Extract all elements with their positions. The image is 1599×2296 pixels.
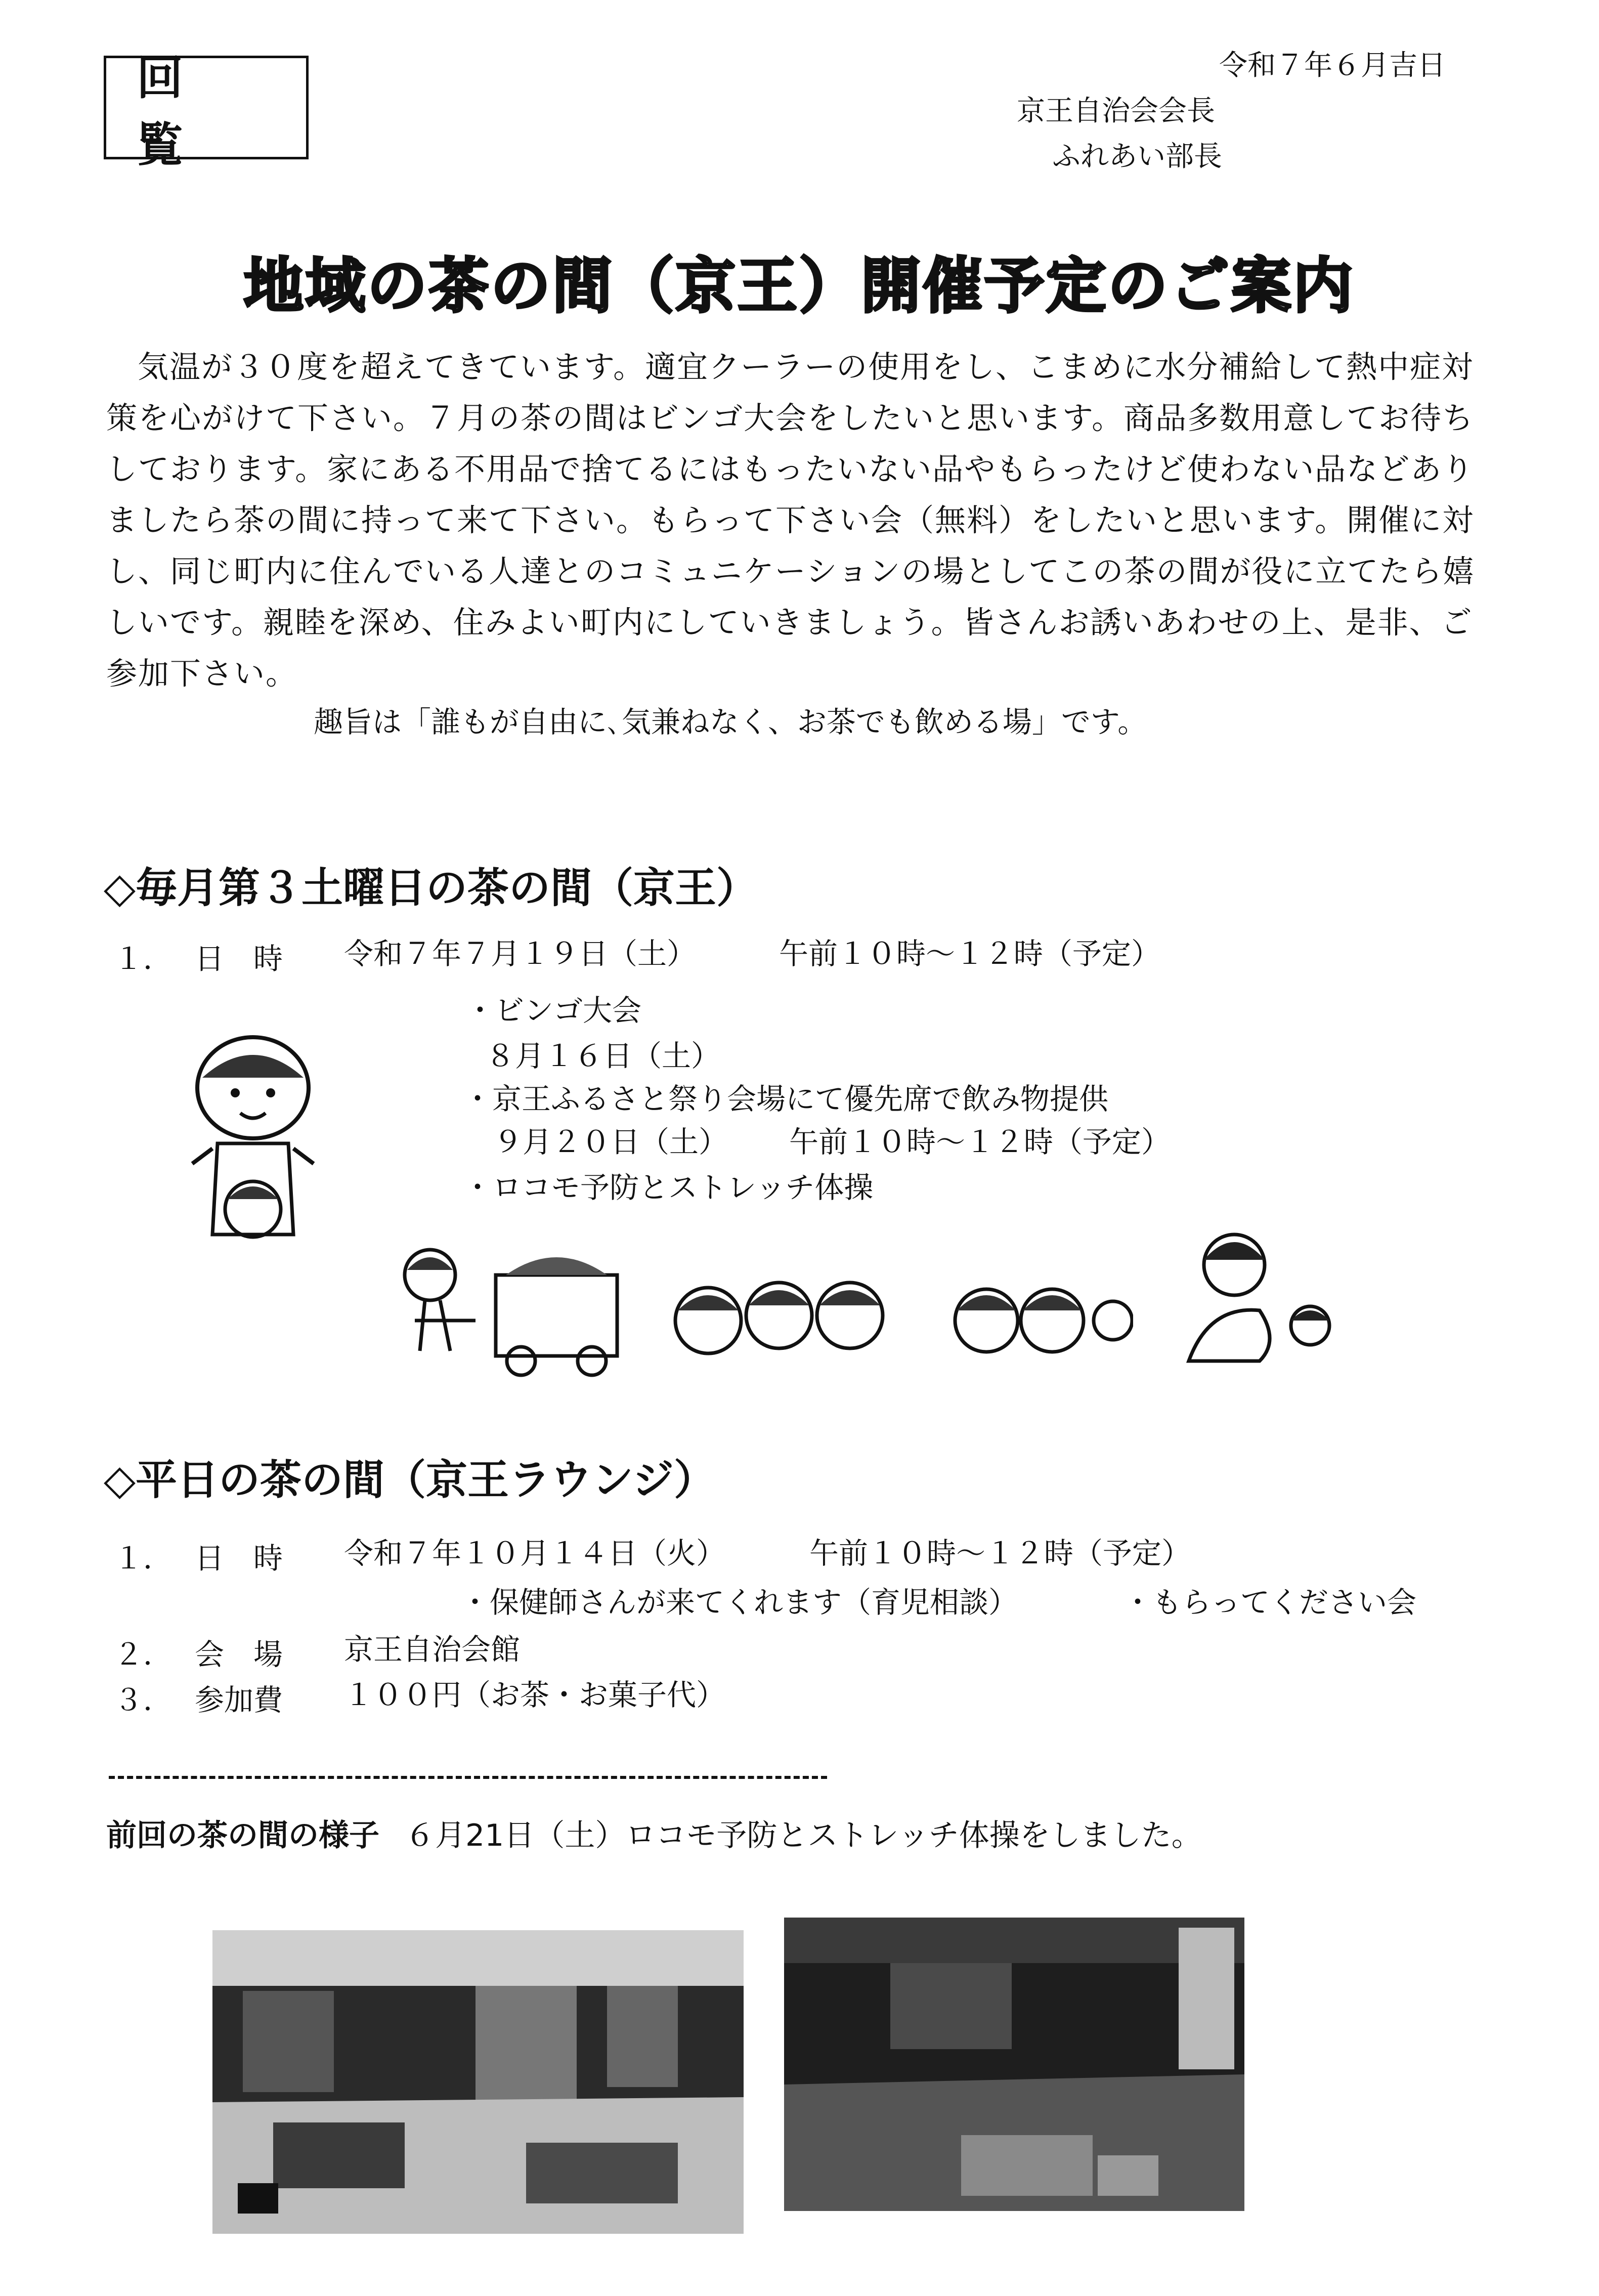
monthly-time-july: 午前１０時～１２時（予定） xyxy=(779,937,1161,971)
weekday-giveaway: ・もらってください会 xyxy=(1123,1585,1417,1620)
weekday-row3-num: ３． xyxy=(114,1683,173,1717)
previous-session-photo-left xyxy=(212,1930,744,2234)
weekday-row3-label: 参加費 xyxy=(195,1683,283,1717)
purpose-statement: 趣旨は「誰もが自由に､気兼ねなく、お茶でも飲める場」です。 xyxy=(314,705,1147,739)
monthly-time-september: 午前１０時～１２時（予定） xyxy=(789,1125,1171,1159)
previous-session-photo-right xyxy=(784,1918,1244,2211)
previous-session-caption xyxy=(106,1811,1202,1855)
elderly-faces-illustration xyxy=(951,1255,1133,1376)
section-weekday-heading: ◇平日の茶の間（京王ラウンジ） xyxy=(104,1456,716,1504)
weekday-row2-label: 会 場 xyxy=(195,1637,283,1672)
monthly-date-september: ９月２０日（土） xyxy=(493,1125,728,1159)
intro-paragraph: 気温が３０度を超えてきています。適宜クーラーの使用をし、こまめに水分補給して熱中症対策を心がけて下さい。７月の茶の間はビンゴ大会をしたいと思います。商品多数用意してお待ちしております。家にある不用品で捨てるにはもったいない品やもらったけど使わない品などありましたら茶の間に持って来て下さい。もらって下さい会（無料）をしたいと思います。開催に対し、同じ町内に住んでいる人達とのコミュニケーションの場としてこの茶の間が役に立てたら嬉しいです。親睦を深め、住みよい町内にしていきましょう。皆さんお誘いあわせの上、是非、ご参加下さい。 xyxy=(106,349,1475,692)
weekday-fee: １００円（お茶・お菓子代） xyxy=(344,1678,726,1712)
previous-session-label: 前回の茶の間の様子 xyxy=(106,1818,379,1853)
mother-child-illustration xyxy=(182,1032,324,1275)
weekday-venue: 京王自治会館 xyxy=(344,1632,521,1667)
weekday-time: 午前１０時～１２時（予定） xyxy=(809,1536,1191,1570)
weekday-health-nurse: ・保健師さんが来てくれます（育児相談） xyxy=(460,1585,1018,1620)
divider xyxy=(109,1776,827,1779)
event-festival-drinks: ・京王ふるさと祭り会場にて優先席で飲み物提供 xyxy=(463,1082,1109,1116)
weekday-date: 令和７年１０月１４日（火） xyxy=(344,1536,726,1570)
issue-date: 令和７年６月吉日 xyxy=(1219,49,1446,82)
previous-session-text: ６月21日（土）ロコモ予防とストレッチ体操をしました。 xyxy=(405,1818,1202,1853)
monthly-date-july: 令和７年７月１９日（土） xyxy=(344,937,697,971)
circular-stamp: 回 覧 xyxy=(104,56,309,159)
woman-child-illustration xyxy=(1158,1224,1351,1366)
monthly-row-label: 日 時 xyxy=(195,942,283,976)
monthly-row-num: １． xyxy=(114,942,173,976)
children-with-cart-illustration xyxy=(395,1235,931,1381)
sender-president: 京王自治会会長 xyxy=(1017,95,1215,127)
monthly-date-august: ８月１６日（土） xyxy=(486,1039,721,1073)
sender-department: ふれあい部長 xyxy=(1052,140,1222,173)
section-monthly-heading: ◇毎月第３土曜日の茶の間（京王） xyxy=(104,864,758,912)
weekday-row1-num: １． xyxy=(114,1541,173,1576)
event-locomo-stretch: ・ロコモ予防とストレッチ体操 xyxy=(463,1170,874,1205)
page-title: 地域の茶の間（京王）開催予定のご案内 xyxy=(243,251,1355,321)
weekday-row2-num: ２． xyxy=(114,1637,173,1672)
weekday-row1-label: 日 時 xyxy=(195,1541,283,1576)
event-bingo: ・ビンゴ大会 xyxy=(465,993,642,1028)
